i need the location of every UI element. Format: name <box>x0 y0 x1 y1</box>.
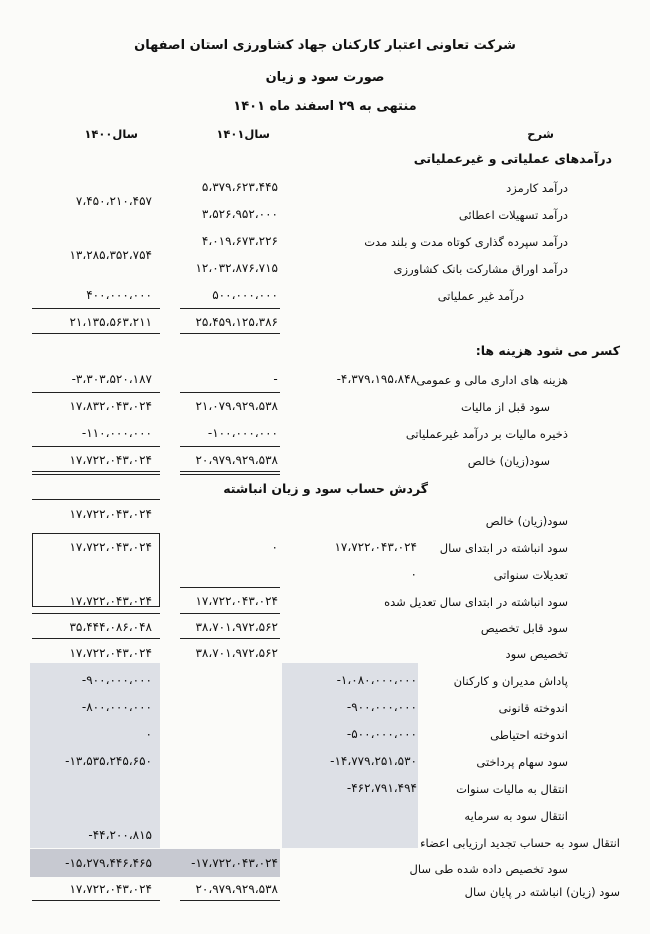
v1400-revaluation-transfer: -۴۴،۲۰۰،۸۱۵ <box>88 828 152 842</box>
sec2-title: کسر می شود هزینه ها: <box>475 343 620 358</box>
rule-pretax-1401 <box>180 392 280 393</box>
col-1401-header: سال۱۴۰۱ <box>216 127 270 141</box>
label-bond-income: درآمد اوراق مشارکت بانک کشاورزی <box>393 262 568 276</box>
v1400-tax-reserve: -۱۱۰،۰۰۰،۰۰۰ <box>81 426 152 440</box>
period-title: منتهی به ۲۹ اسفند ماه ۱۴۰۱ <box>233 99 417 114</box>
rule-income-1401 <box>180 308 280 309</box>
sec3-title: گردش حساب سود و زیان انباشته <box>223 481 428 496</box>
v1400-non-operating-income: ۴۰۰،۰۰۰،۰۰۰ <box>86 288 152 302</box>
v1400-allocated-during-year: -۱۵،۲۷۹،۴۴۶،۴۶۵ <box>65 856 152 870</box>
v1400-precautionary-reserve: ۰ <box>145 727 152 741</box>
rule-allocation-1400 <box>32 638 160 639</box>
v1400-deposit-bond-income: ۱۳،۲۸۵،۳۵۲،۷۵۴ <box>69 248 152 262</box>
company-title: شرکت تعاونی اعتبار کارکنان جهاد کشاورزی استان اصفهان <box>134 38 516 53</box>
label-commission-income: درآمد کارمزد <box>506 181 568 195</box>
rule-adjusted-1401 <box>180 587 280 588</box>
label-tax-reserve: ذخیره مالیات بر درآمد غیرعملیاتی <box>405 427 568 441</box>
mid-admin-expenses: -۴،۳۷۹،۱۹۵،۸۴۸ <box>336 372 417 386</box>
mid-bonus: -۱،۰۸۰،۰۰۰،۰۰۰ <box>336 673 417 687</box>
sec1-title: درآمدهای عملیاتی و غیرعملیاتی <box>413 151 612 166</box>
v1401-admin-expenses: - <box>273 372 278 386</box>
v1400-profit-allocation: ۱۷،۷۲۲،۰۴۳،۰۲۴ <box>69 646 152 660</box>
label-distributable-profit: سود قابل تخصیص <box>480 621 568 635</box>
v1401-commission-income: ۵،۳۷۹،۶۲۳،۴۴۵ <box>201 180 278 194</box>
v1400-sec3-net-profit: ۱۷،۷۲۲،۰۴۳،۰۲۴ <box>69 507 152 521</box>
rule-closing-1400 <box>32 900 160 901</box>
v1401-pretax-profit: ۲۱،۰۷۹،۹۲۹،۵۳۸ <box>195 399 278 413</box>
rule-pretax-1400 <box>32 392 160 393</box>
v1401-bond-income: ۱۲،۰۳۲،۸۷۶،۷۱۵ <box>195 261 278 275</box>
rule-distributable-1400 <box>32 613 160 614</box>
label-adjusted-opening: سود انباشته در ابتدای سال تعدیل شده <box>384 595 568 609</box>
label-profit-allocation: تخصیص سود <box>505 647 568 661</box>
v1401-non-operating-income: ۵۰۰،۰۰۰،۰۰۰ <box>212 288 278 302</box>
label-precautionary-reserve: اندوخته احتیاطی <box>490 728 568 742</box>
label-capital-transfer: انتقال سود به سرمایه <box>464 809 568 823</box>
v1400-net-profit: ۱۷،۷۲۲،۰۴۳،۰۲۴ <box>69 453 152 467</box>
mid-opening-retained: ۱۷،۷۲۲،۰۴۳،۰۲۴ <box>334 540 417 554</box>
v1401-allocated-during-year: -۱۷،۷۲۲،۰۴۳،۰۲۴ <box>191 856 278 870</box>
label-net-profit: سود(زیان) خالص <box>467 454 550 468</box>
label-revaluation-transfer: انتقال سود به حساب تجدید ارزیابی اعضاء <box>420 836 620 850</box>
label-prior-adjustments: تعدیلات سنواتی <box>493 568 568 582</box>
statement-title: صورت سود و زیان <box>265 70 385 85</box>
mid-prior-adjustments: ۰ <box>410 567 417 581</box>
label-loan-income: درآمد تسهیلات اعطائی <box>458 208 568 222</box>
col-1400-header: سال۱۴۰۰ <box>84 127 138 141</box>
rule-closing-1401 <box>180 900 280 901</box>
label-closing-retained: سود (زیان) انباشته در پایان سال <box>464 885 620 899</box>
v1400-income-total: ۲۱،۱۳۵،۵۶۳،۲۱۱ <box>69 315 152 329</box>
v1400-opening-retained: ۱۷،۷۲۲،۰۴۳،۰۲۴ <box>69 540 152 554</box>
v1400-legal-reserve: -۸۰۰،۰۰۰،۰۰۰ <box>81 700 152 714</box>
v1400-dividends-paid: -۱۳،۵۳۵،۲۴۵،۶۵۰ <box>65 754 152 768</box>
v1400-commission-loan-income: ۷،۴۵۰،۲۱۰،۴۵۷ <box>75 194 152 208</box>
rule-net-1401 <box>180 446 280 447</box>
label-deposit-income: درآمد سپرده گذاری کوتاه مدت و بلند مدت <box>364 235 568 249</box>
label-non-operating-income: درآمد غیر عملیاتی <box>437 289 524 303</box>
rule-net-total-1401b <box>180 474 280 475</box>
v1401-income-total: ۲۵،۴۵۹،۱۲۵،۳۸۶ <box>195 315 278 329</box>
label-admin-expenses: هزینه های اداری مالی و عمومی <box>416 373 568 387</box>
v1401-deposit-income: ۴،۰۱۹،۶۷۳،۲۲۶ <box>201 234 278 248</box>
rule-net-1400 <box>32 446 160 447</box>
rule-sec3-top <box>32 499 160 500</box>
label-allocated-during-year: سود تخصیص داده شده طی سال <box>409 862 568 876</box>
v1400-bonus: -۹۰۰،۰۰۰،۰۰۰ <box>81 673 152 687</box>
v1400-adjusted-opening: ۱۷،۷۲۲،۰۴۳،۰۲۴ <box>69 594 152 608</box>
mid-legal-reserve: -۹۰۰،۰۰۰،۰۰۰ <box>346 700 417 714</box>
mid-precautionary-reserve: -۵۰۰،۰۰۰،۰۰۰ <box>346 727 417 741</box>
rule-net-total-1400b <box>32 474 160 475</box>
label-legal-reserve: اندوخته قانونی <box>498 701 568 715</box>
v1401-net-profit: ۲۰،۹۷۹،۹۲۹،۵۳۸ <box>195 453 278 467</box>
v1400-pretax-profit: ۱۷،۸۳۲،۰۴۳،۰۲۴ <box>69 399 152 413</box>
label-dividends-paid: سود سهام پرداختی <box>476 755 568 769</box>
rule-income-1400 <box>32 308 160 309</box>
rule-income-total-1401 <box>180 333 280 334</box>
v1401-closing-retained: ۲۰،۹۷۹،۹۲۹،۵۳۸ <box>195 882 278 896</box>
v1400-admin-expenses: -۳،۳۰۳،۵۲۰،۱۸۷ <box>71 372 152 386</box>
v1400-distributable-profit: ۳۵،۴۴۴،۰۸۶،۰۴۸ <box>69 620 152 634</box>
v1401-adjusted-opening: ۱۷،۷۲۲،۰۴۳،۰۲۴ <box>195 594 278 608</box>
rule-allocation-1401 <box>180 638 280 639</box>
v1400-closing-retained: ۱۷،۷۲۲،۰۴۳،۰۲۴ <box>69 882 152 896</box>
mid-tax-transfer: -۴۶۲،۷۹۱،۴۹۴ <box>346 781 417 795</box>
col-desc-header: شرح <box>527 127 554 141</box>
v1401-opening-retained: ۰ <box>271 540 278 554</box>
mid-dividends-paid: -۱۴،۷۷۹،۲۵۱،۵۳۰ <box>330 754 417 768</box>
rule-net-total-1400 <box>32 471 160 472</box>
rule-net-total-1401 <box>180 471 280 472</box>
v1401-loan-income: ۳،۵۲۶،۹۵۲،۰۰۰ <box>201 207 278 221</box>
label-sec3-net-profit: سود(زیان) خالص <box>485 514 568 528</box>
v1401-tax-reserve: -۱۰۰،۰۰۰،۰۰۰ <box>207 426 278 440</box>
rule-distributable-1401 <box>180 613 280 614</box>
label-tax-transfer: انتقال به مالیات سنوات <box>456 782 568 796</box>
label-opening-retained: سود انباشته در ابتدای سال <box>439 541 568 555</box>
label-bonus: پاداش مدیران و کارکنان <box>453 674 568 688</box>
v1401-distributable-profit: ۳۸،۷۰۱،۹۷۲،۵۶۲ <box>195 620 278 634</box>
rule-income-total-1400 <box>32 333 160 334</box>
v1401-profit-allocation: ۳۸،۷۰۱،۹۷۲،۵۶۲ <box>195 646 278 660</box>
label-pretax-profit: سود قبل از مالیات <box>460 400 550 414</box>
